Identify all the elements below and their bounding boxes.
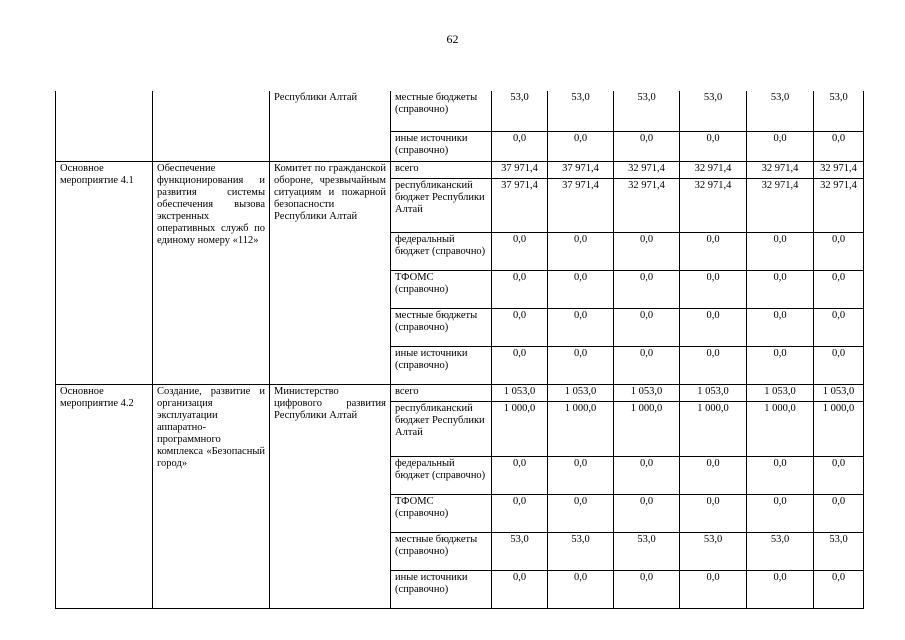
value-cell-year-1: 0,0 [492,346,548,384]
value-cell-year-5: 53,0 [747,532,814,570]
value-cell-year-4: 32 971,4 [680,178,747,232]
value-cell-year-5: 0,0 [747,570,814,608]
value-cell-year-5: 0,0 [747,308,814,346]
measure-description-cell: Обеспечение функционирования и развития системы обеспечения вызова экстренных оперативных служб по единому номеру «112» [153,161,270,384]
value-cell-year-3: 53,0 [614,91,680,131]
funding-source-cell: иные источники (справочно) [391,131,492,161]
value-cell-year-4: 32 971,4 [680,161,747,178]
measure-description-cell [153,91,270,161]
value-cell-year-2: 1 000,0 [548,401,614,456]
value-cell-year-3: 0,0 [614,131,680,161]
value-cell-year-5: 53,0 [747,91,814,131]
value-cell-year-5: 1 053,0 [747,384,814,401]
value-cell-year-1: 1 053,0 [492,384,548,401]
value-cell-year-4: 53,0 [680,91,747,131]
value-cell-year-3: 1 053,0 [614,384,680,401]
value-cell-year-6: 53,0 [814,532,864,570]
value-cell-year-1: 53,0 [492,91,548,131]
value-cell-year-6: 0,0 [814,232,864,270]
funding-source-cell: федеральный бюджет (справочно) [391,456,492,494]
value-cell-year-1: 0,0 [492,131,548,161]
value-cell-year-2: 37 971,4 [548,161,614,178]
funding-source-cell: всего [391,161,492,178]
value-cell-year-5: 0,0 [747,232,814,270]
measure-description-cell: Создание, развитие и организация эксплуатации аппаратно-программного комплекса «Безопасный город» [153,384,270,608]
value-cell-year-4: 0,0 [680,232,747,270]
value-cell-year-4: 0,0 [680,308,747,346]
executor-cell: Министерство цифрового развития Республики Алтай [270,384,391,608]
value-cell-year-3: 0,0 [614,308,680,346]
value-cell-year-2: 0,0 [548,456,614,494]
funding-source-cell: всего [391,384,492,401]
value-cell-year-6: 0,0 [814,308,864,346]
value-cell-year-3: 32 971,4 [614,161,680,178]
value-cell-year-4: 1 000,0 [680,401,747,456]
value-cell-year-1: 37 971,4 [492,178,548,232]
value-cell-year-3: 0,0 [614,270,680,308]
value-cell-year-6: 0,0 [814,456,864,494]
value-cell-year-1: 0,0 [492,494,548,532]
value-cell-year-1: 0,0 [492,456,548,494]
table-row [56,91,864,131]
value-cell-year-4: 0,0 [680,570,747,608]
table-row [56,161,864,178]
executor-cell: Республики Алтай [270,91,391,161]
value-cell-year-3: 53,0 [614,532,680,570]
measure-name-cell [56,91,153,161]
value-cell-year-1: 0,0 [492,232,548,270]
value-cell-year-6: 0,0 [814,494,864,532]
value-cell-year-5: 32 971,4 [747,161,814,178]
value-cell-year-5: 0,0 [747,270,814,308]
measure-name-cell: Основное мероприятие 4.1 [56,161,153,384]
funding-source-cell: ТФОМС (справочно) [391,270,492,308]
value-cell-year-6: 0,0 [814,270,864,308]
value-cell-year-2: 1 053,0 [548,384,614,401]
value-cell-year-4: 1 053,0 [680,384,747,401]
funding-source-cell: иные источники (справочно) [391,570,492,608]
funding-source-cell: республиканский бюджет Республики Алтай [391,401,492,456]
value-cell-year-5: 0,0 [747,456,814,494]
funding-source-cell: республиканский бюджет Республики Алтай [391,178,492,232]
value-cell-year-3: 0,0 [614,456,680,494]
value-cell-year-3: 0,0 [614,494,680,532]
value-cell-year-2: 0,0 [548,494,614,532]
value-cell-year-5: 0,0 [747,346,814,384]
funding-source-cell: местные бюджеты (справочно) [391,532,492,570]
value-cell-year-3: 1 000,0 [614,401,680,456]
value-cell-year-2: 53,0 [548,91,614,131]
value-cell-year-3: 0,0 [614,570,680,608]
budget-table [55,91,864,609]
funding-source-cell: местные бюджеты (справочно) [391,91,492,131]
value-cell-year-1: 53,0 [492,532,548,570]
value-cell-year-6: 32 971,4 [814,178,864,232]
value-cell-year-1: 0,0 [492,570,548,608]
value-cell-year-6: 1 053,0 [814,384,864,401]
value-cell-year-2: 0,0 [548,131,614,161]
value-cell-year-2: 0,0 [548,346,614,384]
table-row [56,384,864,401]
value-cell-year-1: 37 971,4 [492,161,548,178]
funding-source-cell: местные бюджеты (справочно) [391,308,492,346]
value-cell-year-2: 53,0 [548,532,614,570]
value-cell-year-4: 53,0 [680,532,747,570]
value-cell-year-6: 0,0 [814,131,864,161]
value-cell-year-6: 0,0 [814,346,864,384]
value-cell-year-1: 0,0 [492,270,548,308]
page-number: 62 [446,32,459,46]
value-cell-year-4: 0,0 [680,270,747,308]
funding-source-cell: ТФОМС (справочно) [391,494,492,532]
value-cell-year-1: 0,0 [492,308,548,346]
value-cell-year-2: 0,0 [548,570,614,608]
value-cell-year-4: 0,0 [680,456,747,494]
value-cell-year-6: 53,0 [814,91,864,131]
funding-source-cell: федеральный бюджет (справочно) [391,232,492,270]
value-cell-year-3: 0,0 [614,346,680,384]
value-cell-year-6: 0,0 [814,570,864,608]
value-cell-year-4: 0,0 [680,131,747,161]
value-cell-year-1: 1 000,0 [492,401,548,456]
value-cell-year-5: 1 000,0 [747,401,814,456]
value-cell-year-6: 1 000,0 [814,401,864,456]
value-cell-year-5: 32 971,4 [747,178,814,232]
value-cell-year-2: 0,0 [548,308,614,346]
executor-cell: Комитет по гражданской обороне, чрезвычайным ситуациям и пожарной безопасности Республики Алтай [270,161,391,384]
value-cell-year-4: 0,0 [680,346,747,384]
measure-name-cell: Основное мероприятие 4.2 [56,384,153,608]
value-cell-year-2: 0,0 [548,270,614,308]
value-cell-year-6: 32 971,4 [814,161,864,178]
value-cell-year-2: 37 971,4 [548,178,614,232]
value-cell-year-3: 32 971,4 [614,178,680,232]
table-body [56,91,864,608]
value-cell-year-4: 0,0 [680,494,747,532]
value-cell-year-5: 0,0 [747,131,814,161]
value-cell-year-5: 0,0 [747,494,814,532]
value-cell-year-2: 0,0 [548,232,614,270]
funding-source-cell: иные источники (справочно) [391,346,492,384]
value-cell-year-3: 0,0 [614,232,680,270]
